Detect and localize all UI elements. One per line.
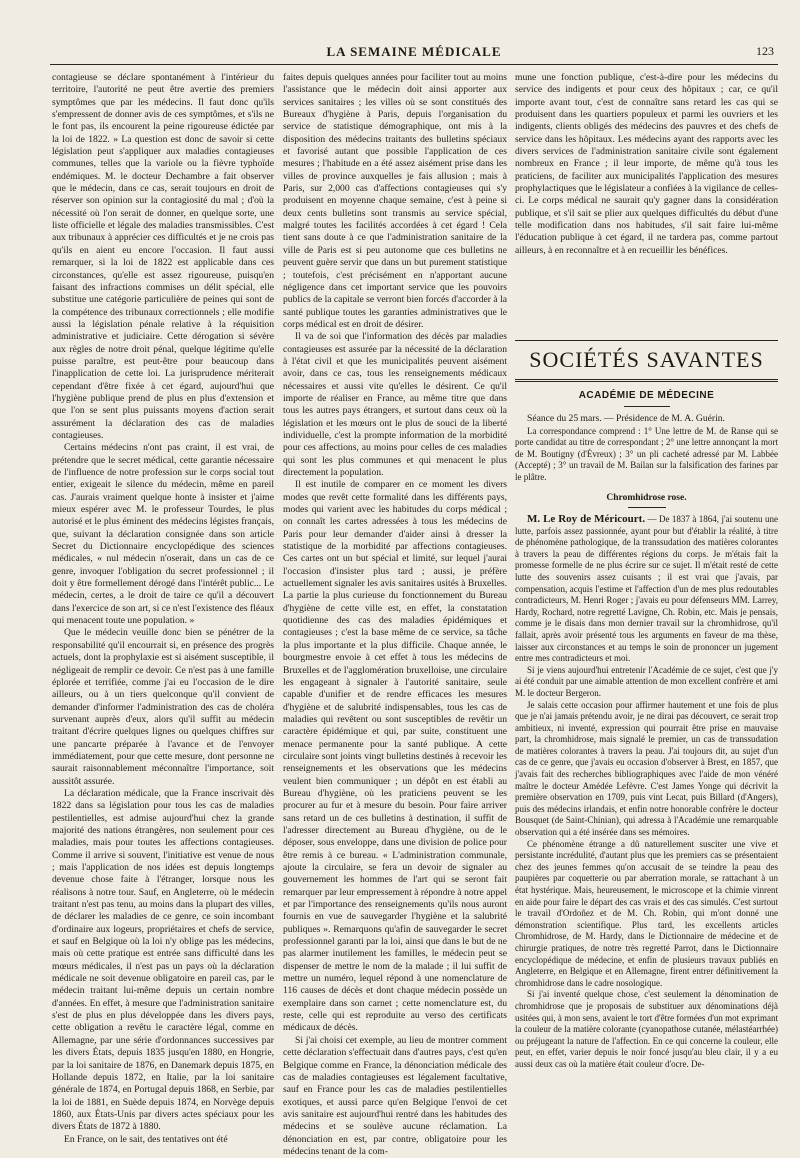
paragraph: mune une fonction publique, c'est-à-dire pour les médecins du service des indigents et pour ceux des hôpitaux ; car, ce qu'il importe avant tout, c'est de connaître sans retard les cas qui se produisent dans les quartiers populeux et parmi les ouvriers et les indigents, clients obligés des médecins des pauvres et des chefs de service dans les hôpitaux. Les médecins ayant des rapports avec les divers services de l'administration sanitaire civile sont également nombreux en France ; il leur importe, de même qu'à tous les praticiens, de faciliter aux municipalités l'application des mesures prophylactiques que le législateur a confiées à la vigilance de celles-ci. Le corps médical ne saurait qu'y gagner dans la considération publique, et s'il sait se plier aux quelques difficultés du début d'une telle modification dans nos habitudes, s'il sait faire lui-même l'éducation publique à cet égard, il ne tardera pas, comme partout ailleurs, à en reconnaître et à en recueillir les bénéfices. bbox=[515, 72, 778, 256]
journal-title: LA SEMAINE MÉDICALE bbox=[326, 44, 502, 59]
paragraph: Je salais cette occasion pour affirmer hautement et une fois de plus que je n'ai jamais prétendu avoir, je ne dirai pas découvert, ce serait trop ambitieux, ni inventé, expression qui pourrait être prise en mauvaise part, la chromhidrose, mais signalé le premier, un cas de transsudation de matières colorantes à travers la peau. J'ai toujours dit, au sujet d'un cas de ce genre, que j'avais eu occasion d'observer à Brest, en 1857, que j'avais fait des recherches bibliographiques avec l'aide de mon vénéré maître le docteur Amédée Lefèvre. C'est James Yonge qui décrivit la première observation en 1709, puis vint Lecat, puis Billard (d'Angers), puis des médecins irlandais, et enfin notre honorable confrère le docteur Bousquet (de Saint-Chinian), qui adressa à l'Académie une remarquable observation qui a été insérée dans ses mémoires. bbox=[515, 699, 778, 838]
page-header bbox=[50, 44, 778, 65]
paragraph: Si j'ai inventé quelque chose, c'est seulement la dénomination de chromhidrose que je proposais de substituer aux dénominations déjà usitées qui, à mon sens, avaient le tort d'être formées d'un mot exprimant la couleur de la matière colorante (cyanopathose cutanée, mélastéarrhée) ou préjugeant la nature de l'affection. En ce qui concerne la couleur, elle peut, en effet, varier depuis le noir foncé jusqu'au bleu clair, il y a eu aussi deux cas où la matière était couleur d'ocre. De- bbox=[515, 989, 778, 1069]
paragraph: Que le médecin veuille donc bien se pénétrer de la responsabilité qu'il encourrait si, en présence des progrès actuels, dont la prophylaxie est si aisément susceptible, il négligeait de remplir ce devoir. Ce n'est pas à une famille éplorée et terrifiée, comme j'ai eu l'occasion de le dire ailleurs, ou à un tiers quelconque qu'il convient de demander d'informer l'administration des cas de choléra survenant auprès d'eux, alors qu'il suffit au médecin traitant d'écrire quelques lignes ou quelques chiffres sur une pancarte préparée à l'avance et de l'envoyer immédiatement, pour que cette mesure, dont personne ne saurait raisonnablement méconnaître l'importance, soit aussitôt assurée. bbox=[52, 627, 274, 787]
speech-paragraph bbox=[515, 514, 778, 665]
column-middle bbox=[283, 72, 507, 1157]
academy-heading: ACADÉMIE DE MÉDECINE bbox=[578, 390, 715, 401]
speaker-name: M. Le Roy de Méricourt. bbox=[527, 513, 646, 525]
correspondence-paragraph: La correspondance comprend : 1° Une lettre de M. de Ranse qui se porte candidat au titre de correspondant ; 2° une lettre annonçant la mort de M. Boutigny (d'Évreux) ; 3° un pli cacheté adressé par M. Labbée (Accepté) ; 3° un travail de M. Bailan sur la falsification des farines par le plâtre. bbox=[515, 425, 778, 483]
divider bbox=[515, 379, 778, 382]
divider bbox=[515, 340, 778, 341]
session-line: Séance du 25 mars. — Présidence de M. A. Guérin. bbox=[527, 413, 725, 425]
paragraph: Si j'ai choisi cet exemple, au lieu de montrer comment cette déclaration s'effectuait dans d'autres pays, c'est qu'en Belgique comme en France, la dénonciation médicale des cas de maladies contagieuses est légalement facultative, sauf en France pour les cas de maladies pestilentielles exotiques, et aussi parce qu'en Belgique l'envoi de cet avis sanitaire est aujourd'hui rentré dans les habitudes des médecins et se soulève aucune réclamation. La dénonciation en est, par contre, obligatoire pour les médecins tenant de la com- bbox=[283, 1034, 507, 1157]
speech-text: — De 1837 à 1864, j'ai soutenu une lutte, parfois assez passionnée, ayant pour but d'établir la réalité, à titre de phénomène pathologique, de la transsudation des matières colorantes à travers la peau de différentes régions du corps. Je m'étais fait la promesse formelle de ne plus écrire sur ce sujet. Il m'était resté de cette lutte des souvenirs assez cuisants ; il est vrai que j'avais, par compensation, acquis l'estime et l'affection d'un de mes plus redoutables contradicteurs, M. Henri Roger ; j'avais eu pour défenseurs MM. Larrey, Hardy, Rochard, notre regretté Lavigne, Ch. Robin, etc. Mais je pensais, comme je le disais dans mon dernier travail sur la chromhidrose, qu'il fallait, après avoir présenté tous les arguments en faveur de ma thèse, laisser aux circonstances et au temps le soin de prononcer un jugement entre mes contradicteurs et moi. bbox=[515, 514, 778, 664]
paragraph: Si je viens aujourd'hui entretenir l'Académie de ce sujet, c'est que j'y ai été conduit par une aimable attention de mon excellent confrère et ami M. le docteur Bergeron. bbox=[515, 664, 778, 698]
paragraph: La déclaration médicale, que la France inscrivait dès 1822 dans sa législation pour tous les cas de maladies pestilentielles, est admise aujourd'hui chez la grande majorité des nations étrangères, non seulement pour ces maladies, mais pour toutes les affections contagieuses. Comme il arrive si souvent, l'initiative est venue de nous ; mais l'application de nos idées est depuis longtemps devenue chose faite à l'étranger, lorsque nous les réalisons à notre tour. Sauf, en Angleterre, où le médecin traitant n'est pas tenu, au moins dans la plupart des villes, de déclarer les maladies de ce genre, ce soin incombant d'ordinaire aux logeurs, propriétaires et chefs de service, et sauf en Belgique où la loi n'y oblige pas les médecins, mais où cette pratique est entrée sans difficulté dans les mœurs médicales, il n'est pas un pays où la déclaration médicale ne soit devenue obligatoire en pareil cas, par le médecin traitant lui-même depuis un certain nombre d'années. En effet, à mesure que l'administration sanitaire s'est de plus en plus développée dans les divers pays, cette obligation a revêtu le caractère légal, comme en Allemagne, par une série d'ordonnances successives par les divers États, depuis 1835 jusqu'en 1880, en Hongrie, par la loi sanitaire de 1876, en Danemark depuis 1875, en Hollande depuis 1872, en Italie, par la loi sanitaire générale de 1874, en Portugal depuis 1868, en Serbie, par la loi de 1881, en Suède depuis 1874, en Norvège depuis 1860, aux États-Unis par divers actes spéciaux pour les divers États de 1872 à 1880. bbox=[52, 787, 274, 1133]
divider bbox=[628, 507, 666, 508]
paragraph: En France, on le sait, des tentatives ont été bbox=[64, 1133, 228, 1145]
column-continuation bbox=[515, 72, 778, 334]
paragraph: contagieuse se déclare spontanément à l'intérieur du territoire, l'autorité ne peut être avertie des premiers symptômes que par les médecins. Il faut donc qu'ils s'empressent de donner avis de ces symptômes, et s'ils ne le font pas, ils encourent la peine rigoureuse édictée par la loi de 1822. » La question est donc de savoir si cette législation peut s'appliquer aux maladies contagieuses communes, telles que la variole ou la fièvre typhoïde endémiques. M. le docteur Dechambre a fait observer que le médecin, dans ce cas, serait toujours en droit de réserver son opinion sur la contagiosité du mal ; d'où la nécessité où l'on serait de donner, en quelque sorte, une liste officielle et légale des maladies transmissibles. C'est aux tribunaux à apprécier ces difficultés et je ne crois pas qu'ils en aient eu encore l'occasion. Il faut aussi remarquer, si la loi de 1822 est applicable dans ces circonstances, qu'elle est assez rigoureuse, puisqu'en faisant des infractions commises un délit spécial, elle substitue une catégorie particulière de peines qui sont de la compétence des tribunaux correctionnels ; elle modifie aussi la législation pénale relative à la réquisition administrative et judiciaire. Cette dérogation si sévère aux règles de notre droit pénal, quelque légitime qu'elle puisse paraître, est peut-être pour beaucoup dans l'inapplication de cette loi. La jurisprudence mériterait cependant d'être fixée à cet égard, aujourd'hui que l'hygiène publique prend de plus en plus d'extension et que l'on se sent plus puissants moyens d'action serait assurément la déclaration des cas de maladies contagieuses. bbox=[52, 72, 274, 441]
divider bbox=[624, 406, 670, 407]
paragraph: Certains médecins n'ont pas craint, il est vrai, de prétendre que le secret médical, cette garantie nécessaire de l'influence de notre profession sur le corps social tout entier, exigeait le silence du médecin, même en pareil cas. J'aurais vraiment quelque honte à insister et j'aime mieux espérer avec M. le professeur Tourdes, le plus autorisé et le plus éminent des médecins légistes français, que, suivant la déclaration consignée dans son article Secret du Dictionnaire encyclopédique des sciences médicales, « nul médecin n'oserait, dans un cas de ce genre, invoquer l'obligation du secret professionnel ; il doit y être formellement dérogé dans l'intérêt public... Le médecin, certes, a le droit de taire ce qu'il a découvert dans l'exercice de son art, si ce n'est l'existence des fléaux qui menacent toute une population. » bbox=[52, 442, 274, 627]
section-title: SOCIÉTÉS SAVANTES bbox=[529, 347, 764, 372]
page-number: 123 bbox=[756, 44, 774, 58]
column-right bbox=[515, 72, 778, 1077]
paragraph: Ce phénomène étrange a dû naturellement susciter une vive et persistante incrédulité, d'autant plus que les premiers cas se présentaient chez des jeunes femmes qu'on accusait de se teindre la peau des paupières par coquetterie ou par aberration morale, se rattachant à un état hystérique. Mais, heureusement, le microscope et la chimie vinrent en aide pour faire le départ des cas vrais et des cas simulés. C'est surtout le travail d'Ordoñez et de M. Ch. Robin, qui m'ont donné une démonstration scientifique. Plus tard, les excellents articles Chromhidrose, de M. Hardy, dans le Dictionnaire de médecine et de chirurgie pratiques, de notre très regretté Parrot, dans le Dictionnaire encyclopédique de médecine, et enfin de plusieurs travaux publiés en Angleterre, en Belgique et en Allemagne, firent entrer définitivement la chromhidrose dans le cadre nosologique. bbox=[515, 838, 778, 988]
paragraph: faites depuis quelques années pour faciliter tout au moins l'assistance que le médecin doit ainsi apporter aux services sanitaires ; les villes où se sont constitués des Bureaux d'hygiène à Paris, depuis l'organisation du service de statistique démographique, ont mis à la disposition des médecins traitants des bulletins spéciaux et favorisé autant que possible l'application de ces mesures ; l'habitude en a été assez aisément prise dans les villes de province auxquelles je fais allusion ; mais à Paris, sur 2,000 cas d'affections contagieuses qui s'y produisent en moyenne chaque semaine, c'est à peine si deux cents bulletins sont transmis au service spécial, malgré toutes les facilités accordées à cet égard ! Cela tient sans doute à ce que l'administration sanitaire de la ville de Paris est si peu autonome que ces bulletins ne peuvent guère servir que dans un but purement statistique ; toutefois, c'est précisément en n'apportant aucune négligence dans cet important service que les pouvoirs publics de la capitale se verront bien forcés d'accorder à la santé publique toutes les garanties administratives que le corps médical est en droit de désirer. bbox=[283, 72, 507, 330]
subsection-title: Chromhidrose rose. bbox=[606, 492, 687, 503]
column-left bbox=[52, 72, 274, 1145]
paragraph: Il est inutile de comparer en ce moment les divers modes que revêt cette formalité dans les différents pays, modes qui varient avec les habitudes du corps médical ; on connaît les cartes adressées à tous les médecins de Paris pour leur demander d'aider ainsi à dresser la statistique de la morbidité par affections contagieuses. Ces cartes ont un but spécial et limité, sur lequel j'aurai l'occasion d'insister plus tard ; aussi, je préfère actuellement signaler les avis sanitaires usités à Bruxelles. La partie la plus curieuse du fonctionnement du Bureau d'hygiène de cette ville est, en effet, la constatation quotidienne des cas des maladies épidémiques et contagieuses ; c'est la base même de ce service, sa tâche la plus importante et la plus difficile. Chaque année, le bourgmestre envoie à cet effet à tous les médecins de Bruxelles et de l'agglomération bruxelloise, une circulaire les engageant à signaler à l'autorité sanitaire, seule capable d'unifier et de rendre efficaces les mesures d'hygiène et de salubrité indispensables, tous les cas de maladies qui revêtent ou sont susceptibles de revêtir un caractère épidémique et qui, par suite, constituent une menace permanente pour la santé publique. A cette circulaire sont joints vingt bulletins destinés à recevoir les renseignements et les observations que les médecins veulent bien communiquer ; un dépôt en est établi au Bureau d'hygiène, où les praticiens peuvent se les procurer au fur et à mesure du besoin. Pour faire arriver sans retard un de ces bulletins à destination, il suffit de l'adresser directement au Bureau d'hygiène, ou de le déposer, sous enveloppe, dans une division de police pour être remis à ce bureau. « L'administration communale, ajoute la circulaire, se fera un devoir de signaler au gouvernement les hommes de l'art qui se seront fait remarquer par leur empressement à répondre à notre appel et par l'importance des renseignements qu'ils nous auront fournis en vue de sauvegarder l'hygiène et la salubrité publiques ». Remarquons qu'afin de sauvegarder le secret professionnel garanti par la loi, ainsi que dans le but de ne pas alarmer inutilement les familles, le médecin peut se dispenser de mettre le nom de la malade ; il lui suffit de mettre un numéro, lequel répond à une nomenclature de 116 causes de décès et dont chaque médecin possède un exemplaire dans son carnet ; cette nomenclature est, du reste, celle qui est reproduite au verso des certificats médicaux de décès. bbox=[283, 479, 507, 1034]
paragraph: Il va de soi que l'information des décès par maladies contagieuses est assurée par la nécessité de la déclaration à l'état civil et que les municipalités peuvent aisément avoir, dans ce cas, tous les renseignements médicaux nécessaires et aussi vite qu'elles le désirent. Ce qu'il importe de réaliser en France, au même titre que dans tous les autres pays étrangers, et surtout dans ceux où la législation et les mœurs ont le plus de souci de la liberté individuelle, c'est la prompte information de la morbidité pour ces affections, au moins pour celles de ces maladies qui sont les plus communes et qui menacent le plus directement la population. bbox=[283, 331, 507, 478]
